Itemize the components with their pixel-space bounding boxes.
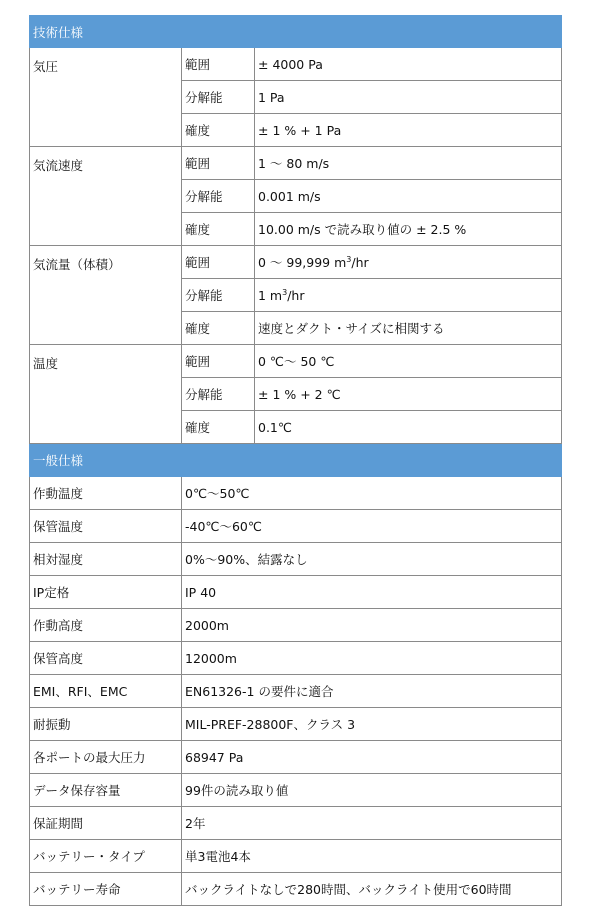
param-value: 12000m xyxy=(182,642,562,675)
unit-suffix: /hr xyxy=(351,255,369,270)
section-title: 技術仕様 xyxy=(30,16,562,48)
value-text: 0.1℃ xyxy=(258,419,292,435)
param-value xyxy=(255,48,562,81)
param-label: 範囲 xyxy=(182,48,255,81)
param-label: 保管温度 xyxy=(30,510,182,543)
spec-row xyxy=(30,345,562,378)
param-label: 耐振動 xyxy=(30,708,182,741)
param-value: 99件の読み取り値 xyxy=(182,774,562,807)
param-value xyxy=(255,147,562,180)
param-label: 作動温度 xyxy=(30,477,182,510)
param-label: 作動高度 xyxy=(30,609,182,642)
param-label: EMI、RFI、EMC xyxy=(30,675,182,708)
param-value xyxy=(255,411,562,444)
value-text: 1 m xyxy=(258,287,283,303)
param-value: 0%～90%、結露なし xyxy=(182,543,562,576)
unit-superscript: 3 xyxy=(346,254,352,264)
value-text: 0 ～ 99,999 m xyxy=(258,255,347,270)
spec-row xyxy=(30,477,562,510)
spec-row xyxy=(30,873,562,906)
spec-row xyxy=(30,609,562,642)
param-label: バッテリー寿命 xyxy=(30,873,182,906)
param-label: 分解能 xyxy=(182,180,255,213)
param-value xyxy=(255,312,562,345)
spec-row xyxy=(30,774,562,807)
param-label: 範囲 xyxy=(182,345,255,378)
unit-superscript: 3 xyxy=(282,287,288,297)
param-value: EN61326-1 の要件に適合 xyxy=(182,675,562,708)
section-header-general xyxy=(30,444,562,477)
param-value: 単3電池4本 xyxy=(182,840,562,873)
spec-table xyxy=(29,15,562,906)
spec-row xyxy=(30,246,562,279)
spec-row xyxy=(30,807,562,840)
spec-row xyxy=(30,840,562,873)
param-value: 0℃～50℃ xyxy=(182,477,562,510)
param-value: IP 40 xyxy=(182,576,562,609)
group-name: 気圧 xyxy=(30,48,182,147)
param-value xyxy=(255,378,562,411)
param-label: 相対湿度 xyxy=(30,543,182,576)
param-label: 確度 xyxy=(182,213,255,246)
value-text: ± 4000 Pa xyxy=(258,56,323,72)
value-text: 1 Pa xyxy=(258,89,285,105)
param-value xyxy=(255,213,562,246)
group-name: 温度 xyxy=(30,345,182,444)
group-name: 気流速度 xyxy=(30,147,182,246)
param-label: 分解能 xyxy=(182,81,255,114)
param-label: 確度 xyxy=(182,312,255,345)
unit-suffix: /hr xyxy=(287,287,305,303)
param-value xyxy=(255,114,562,147)
value-text: 10.00 m/s で読み取り値の ± 2.5 % xyxy=(258,222,467,237)
spec-table-body xyxy=(30,16,562,906)
param-value xyxy=(255,81,562,114)
param-label: 確度 xyxy=(182,411,255,444)
param-label: 範囲 xyxy=(182,246,255,279)
spec-row xyxy=(30,642,562,675)
value-text: 速度とダクト・サイズに相関する xyxy=(258,321,445,336)
section-header-technical xyxy=(30,16,562,48)
spec-row xyxy=(30,147,562,180)
spec-row xyxy=(30,741,562,774)
spec-row xyxy=(30,675,562,708)
param-label: 保管高度 xyxy=(30,642,182,675)
value-text: 0.001 m/s xyxy=(258,188,321,204)
param-value xyxy=(255,246,562,279)
param-label: 各ポートの最大圧力 xyxy=(30,741,182,774)
param-value xyxy=(255,180,562,213)
section-title: 一般仕様 xyxy=(30,444,562,477)
group-name: 気流量（体積） xyxy=(30,246,182,345)
param-label: バッテリー・タイプ xyxy=(30,840,182,873)
param-label: 範囲 xyxy=(182,147,255,180)
value-text: ± 1 % + 1 Pa xyxy=(258,122,342,138)
param-value xyxy=(255,345,562,378)
param-label: 保証期間 xyxy=(30,807,182,840)
param-value: 68947 Pa xyxy=(182,741,562,774)
param-label: 分解能 xyxy=(182,279,255,312)
param-label: 確度 xyxy=(182,114,255,147)
param-value: バックライトなしで280時間、バックライト使用で60時間 xyxy=(182,873,562,906)
param-value: 2000m xyxy=(182,609,562,642)
value-text: 0 ℃～ 50 ℃ xyxy=(258,354,335,369)
value-text: ± 1 % + 2 ℃ xyxy=(258,386,341,402)
spec-row xyxy=(30,543,562,576)
param-label: 分解能 xyxy=(182,378,255,411)
param-label: IP定格 xyxy=(30,576,182,609)
spec-row xyxy=(30,510,562,543)
param-value: 2年 xyxy=(182,807,562,840)
param-label: データ保存容量 xyxy=(30,774,182,807)
param-value xyxy=(255,279,562,312)
param-value: -40℃～60℃ xyxy=(182,510,562,543)
spec-row xyxy=(30,48,562,81)
spec-row xyxy=(30,576,562,609)
param-value: MIL-PREF-28800F、クラス 3 xyxy=(182,708,562,741)
value-text: 1 ～ 80 m/s xyxy=(258,156,330,171)
spec-row xyxy=(30,708,562,741)
